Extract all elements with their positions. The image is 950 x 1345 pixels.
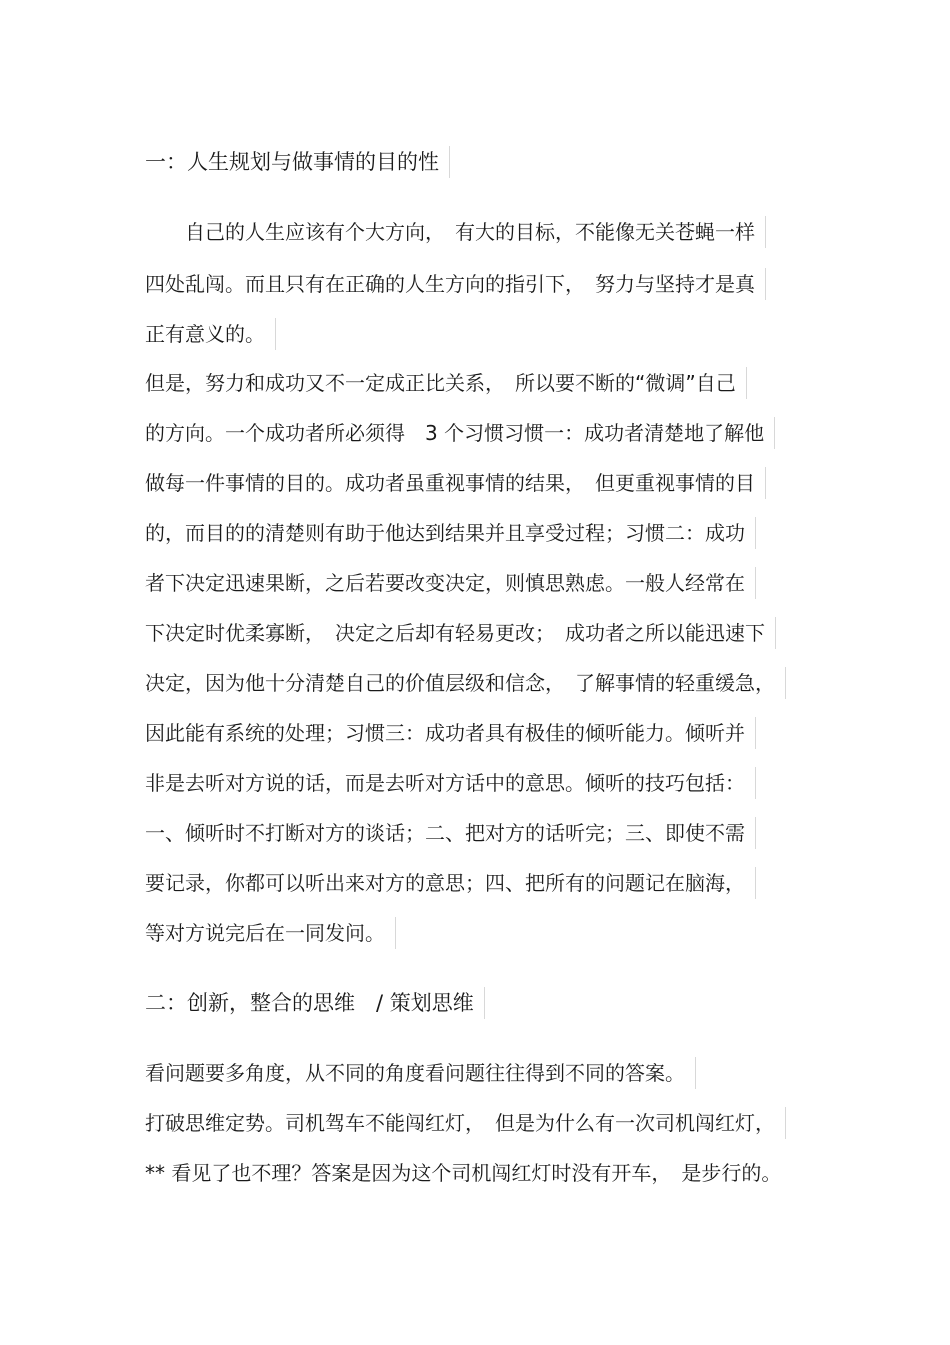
section-1-heading: 一：人生规划与做事情的目的性 (145, 146, 450, 178)
paragraph-line: 正有意义的。 (145, 318, 276, 350)
paragraph-line: ** 看见了也不理？答案是因为这个司机闯红灯时没有开车， 是步行的。 (145, 1161, 782, 1185)
paragraph-line: 打破思维定势。司机驾车不能闯红灯， 但是为什么有一次司机闯红灯， (145, 1107, 786, 1139)
paragraph-line: 非是去听对方说的话，而是去听对方话中的意思。倾听的技巧包括： (145, 767, 756, 799)
paragraph-line: 一、倾听时不打断对方的谈话；二、把对方的话听完；三、即使不需 (145, 817, 756, 849)
paragraph-line: 要记录，你都可以听出来对方的意思；四、把所有的问题记在脑海， (145, 867, 756, 899)
paragraph-line: 等对方说完后在一同发问。 (145, 917, 396, 949)
paragraph-line: 决定，因为他十分清楚自己的价值层级和信念， 了解事情的轻重缓急， (145, 667, 786, 699)
paragraph-line: 看问题要多角度，从不同的角度看问题往往得到不同的答案。 (145, 1057, 696, 1089)
paragraph-line: 因此能有系统的处理；习惯三：成功者具有极佳的倾听能力。倾听并 (145, 717, 756, 749)
paragraph-line: 做每一件事情的目的。成功者虽重视事情的结果， 但更重视事情的目 (145, 467, 766, 499)
paragraph-line: 但是，努力和成功又不一定成正比关系， 所以要不断的“微调”自己 (145, 367, 747, 399)
paragraph-line: 四处乱闯。而且只有在正确的人生方向的指引下， 努力与坚持才是真 (145, 268, 766, 300)
section-2-heading: 二：创新，整合的思维 / 策划思维 (145, 987, 485, 1019)
paragraph-line: 的方向。一个成功者所必须得 3 个习惯习惯一：成功者清楚地了解他 (145, 417, 775, 449)
paragraph-line: 者下决定迅速果断，之后若要改变决定，则慎思熟虑。一般人经常在 (145, 567, 756, 599)
paragraph-line: 下决定时优柔寡断， 决定之后却有轻易更改； 成功者之所以能迅速下 (145, 617, 776, 649)
paragraph-line: 自己的人生应该有个大方向， 有大的目标，不能像无关苍蝇一样 (145, 216, 766, 248)
paragraph-line: 的，而目的的清楚则有助于他达到结果并且享受过程；习惯二：成功 (145, 517, 756, 549)
